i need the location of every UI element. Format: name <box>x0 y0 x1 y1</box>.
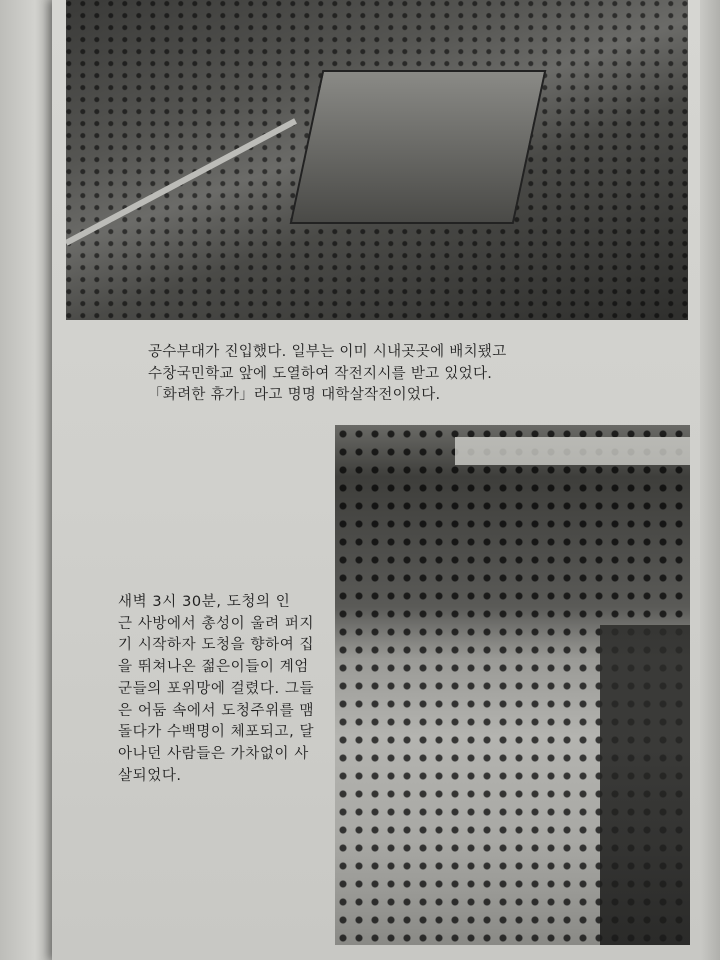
text-line: 살되었다. <box>118 767 182 784</box>
text-line: 을 뛰쳐나온 젊은이들이 계엄 <box>118 659 309 676</box>
photo-caption <box>148 342 507 407</box>
photo-soldiers-street <box>335 425 690 945</box>
text-line: 아나던 사람들은 가차없이 사 <box>118 745 309 762</box>
text-line: 군들의 포위망에 걸렸다. 그들 <box>118 680 315 697</box>
text-line: 돌다가 수백명이 체포되고, 달 <box>118 724 315 741</box>
armored-vehicle <box>290 70 547 224</box>
text-line: 기 시작하자 도청을 향하여 집 <box>118 637 315 654</box>
caption-line: 공수부대가 진입했다. 일부는 이미 시내곳곳에 배치됐고 <box>148 344 507 360</box>
text-line: 새벽 3시 30분, 도청의 인 <box>118 594 291 610</box>
text-line: 은 어둠 속에서 도청주위를 맴 <box>118 702 315 719</box>
caption-line: 「화려한 휴가」라고 명명 대학살작전이었다. <box>148 387 441 403</box>
street-banner <box>455 437 690 465</box>
caption-line: 수창국민학교 앞에 도열하여 작전지시를 받고 있었다. <box>148 365 493 382</box>
text-line: 근 사방에서 총성이 울려 퍼지 <box>118 615 315 632</box>
photo-paratroopers-tank <box>66 0 688 320</box>
trees <box>600 625 690 945</box>
left-page-edge <box>0 0 58 960</box>
body-paragraph <box>118 592 333 787</box>
road-marking <box>66 118 297 245</box>
right-page-edge <box>700 0 720 960</box>
